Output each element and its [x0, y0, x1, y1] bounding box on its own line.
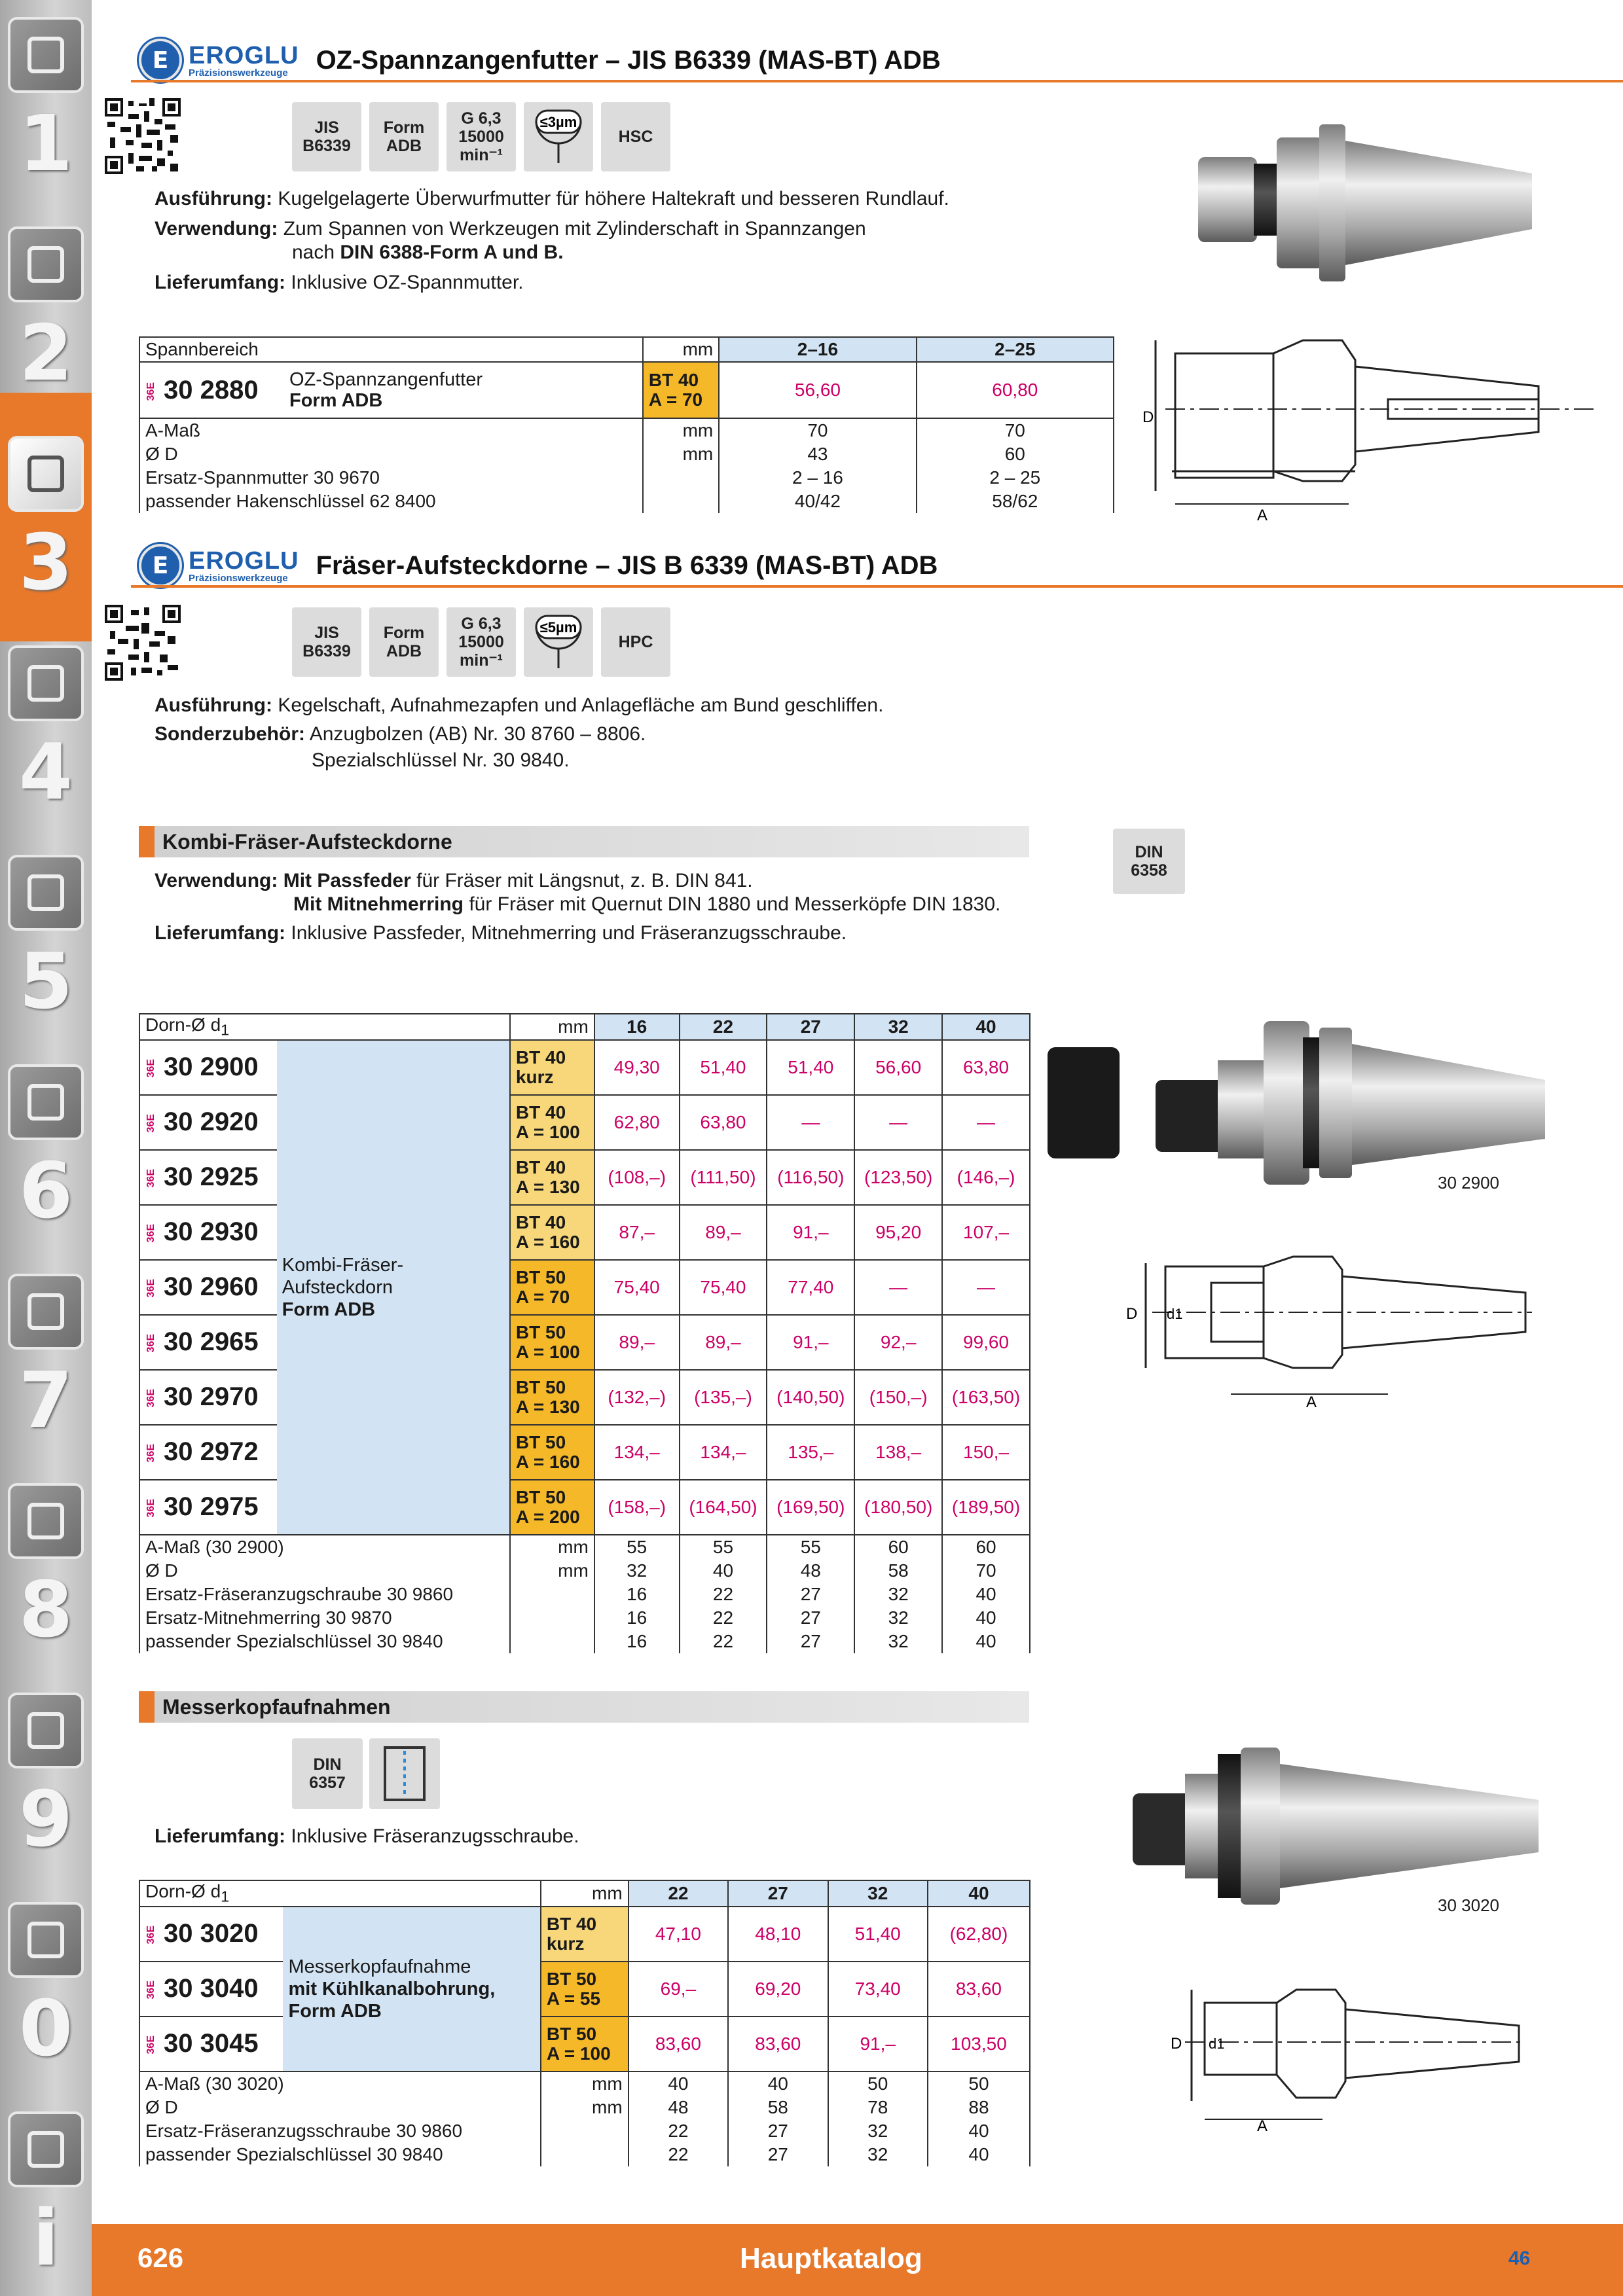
price-cell: (111,50): [680, 1150, 767, 1205]
holder-spec: BT 50 A = 200: [510, 1480, 594, 1535]
s1-ausfuehrung: Ausführung: Kugelgelagerte Überwurfmutter für höhere Haltekraft und besseren Rundlauf.: [155, 188, 949, 209]
price-cell: 62,80: [594, 1095, 680, 1150]
article-number: 30 2900: [164, 1052, 259, 1082]
price-cell: 77,40: [767, 1260, 854, 1315]
insert-icon[interactable]: [8, 226, 84, 302]
spec-row: passender Spezialschlüssel 30 9840 22 27 32 40: [139, 2143, 1030, 2166]
holder-spec: BT 40 A = 160: [510, 1205, 594, 1260]
price-cell: (150,–): [854, 1370, 942, 1425]
price-cell: (169,50): [767, 1480, 854, 1535]
chapter-number-7[interactable]: 7: [18, 1355, 73, 1445]
s1-verwendung-2: nach DIN 6388-Form A und B.: [292, 242, 564, 263]
s1-col-2: 2–25: [917, 337, 1114, 362]
price-cell: —: [854, 1095, 942, 1150]
chapter-number-5[interactable]: 5: [18, 936, 73, 1026]
s1-price-1: 56,60: [719, 362, 916, 418]
messer-product-photo: [1126, 1734, 1558, 1911]
chuck-product-photo: [1192, 111, 1545, 295]
article-row: 36E 30 2970 BT 50 A = 130 (132,–) (135,–) (140,50) (150,–) (163,50): [139, 1370, 1030, 1425]
holder-spec: BT 40 kurz: [541, 1907, 629, 1962]
kombi-technical-drawing: [1113, 1250, 1539, 1414]
price-cell: (135,–): [680, 1370, 767, 1425]
chapter-number-8[interactable]: 8: [18, 1564, 73, 1655]
price-cell: 150,–: [942, 1425, 1030, 1480]
spec-badge: JIS B6339: [292, 102, 361, 171]
article-number: 30 3045: [164, 2029, 259, 2058]
article-number: 30 2925: [164, 1162, 259, 1192]
eroglu-logo-icon: E: [139, 544, 182, 587]
price-cell: 49,30: [594, 1040, 680, 1095]
article-row: 36E 30 2960 BT 50 A = 70 75,40 75,40 77,40 — —: [139, 1260, 1030, 1315]
footer-sub-number: 46: [1508, 2248, 1531, 2269]
s1-verwendung: Verwendung: Zum Spannen von Werkzeugen mit Zylinderschaft in Spannzangen: [155, 218, 866, 240]
article-row: 36E 30 3040 BT 50 A = 55 69,– 69,20 73,40 83,60: [139, 1962, 1030, 2017]
spec-badge: Form ADB: [369, 607, 439, 677]
spec-row: A-Maß (30 3020) mm 40 40 50 50: [139, 2072, 1030, 2096]
price-cell: 48,10: [728, 1907, 828, 1962]
article-row: 36E 30 2920 BT 40 A = 100 62,80 63,80 — — —: [139, 1095, 1030, 1150]
price-cell: 51,40: [767, 1040, 854, 1095]
article-description: Messerkopfaufnahme mit Kühlkanalbohrung, Form ADB: [283, 1907, 540, 2072]
chapter-number-0[interactable]: 0: [18, 1983, 73, 2073]
spec-row: passender Spezialschlüssel 30 9840 16 22 27 32 40: [139, 1630, 1030, 1653]
price-cell: —: [854, 1260, 942, 1315]
messer-technical-drawing: [1165, 1977, 1532, 2134]
info-icon[interactable]: [8, 2111, 84, 2187]
holder-spec: BT 50 A = 100: [510, 1315, 594, 1370]
brand-logo: [189, 43, 299, 78]
price-cell: (180,50): [854, 1480, 942, 1535]
section2-title: Fräser-Aufsteckdorne – JIS B 6339 (MAS-BT) ADB: [316, 550, 938, 580]
brand-name: EROGLU: [189, 41, 299, 69]
pliers-icon[interactable]: [8, 1274, 84, 1350]
brand-sub: Präzisionswerkzeuge: [189, 67, 288, 79]
s2-sonderzubehoer: Sonderzubehör: Anzugbolzen (AB) Nr. 30 8760 – 8806.: [155, 723, 646, 745]
s1-lieferumfang: Lieferumfang: Inklusive OZ-Spannmutter.: [155, 272, 524, 293]
spec-row: Ø D mm 43 60: [139, 442, 1114, 466]
price-cell: 63,80: [942, 1040, 1030, 1095]
article-number: 30 2930: [164, 1217, 259, 1247]
spec-badge: JIS B6339: [292, 607, 361, 677]
drawing-label-d: D: [1142, 408, 1154, 426]
drawing-label-a: A: [1257, 2117, 1268, 2134]
kombi-section-bar: Kombi-Fräser-Aufsteckdorne: [139, 826, 1029, 857]
s2-sonderzubehoer-2: Spezialschlüssel Nr. 30 9840.: [312, 749, 570, 771]
price-cell: 75,40: [680, 1260, 767, 1315]
spec-badge: [524, 102, 593, 171]
chapter-number-9[interactable]: 9: [18, 1774, 73, 1864]
price-cell: 56,60: [854, 1040, 942, 1095]
article-number: 30 2972: [164, 1437, 259, 1467]
drawing-label-d1: d1: [1167, 1306, 1183, 1322]
price-cell: 95,20: [854, 1205, 942, 1260]
price-cell: —: [942, 1260, 1030, 1315]
price-cell: 73,40: [828, 1962, 928, 2017]
spec-row: A-Maß mm 70 70: [139, 418, 1114, 442]
holder-spec: BT 40 A = 100: [510, 1095, 594, 1150]
price-cell: 89,–: [680, 1315, 767, 1370]
price-cell: 47,10: [629, 1907, 728, 1962]
holder-spec: BT 50 A = 100: [541, 2017, 629, 2072]
chapter-number-2[interactable]: 2: [18, 308, 73, 398]
article-row: 36E 30 3045 BT 50 A = 100 83,60 83,60 91,– 103,50: [139, 2017, 1030, 2072]
article-number: 30 2960: [164, 1272, 259, 1302]
din-6358-badge: DIN 6358: [1113, 829, 1185, 894]
section1-header: [139, 35, 941, 85]
price-cell: (132,–): [594, 1370, 680, 1425]
holder-spec: BT 40 kurz: [510, 1040, 594, 1095]
divider: [131, 80, 1623, 82]
kombi-verwendung: Verwendung: Mit Passfeder für Fräser mit Längsnut, z. B. DIN 841.: [155, 870, 753, 891]
price-cell: 103,50: [928, 2017, 1030, 2072]
spec-row: passender Hakenschlüssel 62 8400 40/42 58/62: [139, 490, 1114, 513]
brand-logo: EROGLU Präzisionswerkzeuge: [189, 547, 299, 584]
price-cell: 87,–: [594, 1205, 680, 1260]
spec-row: Ersatz-Mitnehmerring 30 9870 16 22 27 32 40: [139, 1606, 1030, 1630]
article-row: 36E 30 2925 BT 40 A = 130 (108,–) (111,50) (116,50) (123,50) (146,–): [139, 1150, 1030, 1205]
article-row: 36E 30 2972 BT 50 A = 160 134,– 134,– 135,– 138,– 150,–: [139, 1425, 1030, 1480]
chapter-number-3[interactable]: 3: [18, 517, 73, 607]
toolbox-icon[interactable]: [8, 1483, 84, 1559]
price-cell: 91,–: [767, 1205, 854, 1260]
holder-spec: BT 50 A = 55: [541, 1962, 629, 2017]
chapter-number-4[interactable]: 4: [18, 726, 73, 817]
page-number: 626: [137, 2242, 184, 2273]
spec-row: Ersatz-Fräseranzugsschraube 30 9860 22 27 32 40: [139, 2119, 1030, 2143]
eroglu-logo-icon: E: [139, 39, 182, 82]
messer-table: [139, 1880, 1030, 2166]
article-row: 36E 30 2900 Kombi-Fräser-Aufsteckdorn Form ADB BT 40 kurz 49,30 51,40 51,40 56,60 63,80: [139, 1040, 1030, 1095]
s1-spec: BT 40 A = 70: [643, 362, 719, 418]
article-number: 30 2880: [164, 375, 259, 404]
s1-article: 36E 30 2880 OZ-Spannzangenfutter Form ADB: [139, 362, 643, 418]
price-cell: 138,–: [854, 1425, 942, 1480]
price-cell: 107,–: [942, 1205, 1030, 1260]
article-number: 30 3040: [164, 1974, 259, 2003]
table-header: Dorn-Ø $d_1$ mm 22 27 32 40: [139, 1880, 1030, 1907]
price-cell: 51,40: [828, 1907, 928, 1962]
spec-badge: HSC: [601, 102, 670, 171]
drawing-label-d: D: [1171, 2035, 1182, 2053]
catalog-title: Hauptkatalog: [740, 2242, 922, 2274]
cabinet-icon[interactable]: [8, 1693, 84, 1768]
runout-icon: [527, 105, 590, 168]
spec-row: Ersatz-Spannmutter 30 9670 2 – 16 2 – 25: [139, 466, 1114, 490]
drawing-label-a: A: [1257, 507, 1268, 524]
spec-badge: HPC: [601, 607, 670, 677]
price-cell: 89,–: [680, 1205, 767, 1260]
s1-col-1: 2–16: [719, 337, 916, 362]
qr-code-icon: [105, 605, 181, 681]
price-cell: (108,–): [594, 1150, 680, 1205]
article-row: 36E 30 2930 BT 40 A = 160 87,– 89,– 91,– 95,20 107,–: [139, 1205, 1030, 1260]
spec-badge: [524, 607, 593, 677]
spec-row: Ersatz-Fräseranzugschraube 30 9860 16 22 27 32 40: [139, 1583, 1030, 1606]
holder-spec: BT 50 A = 160: [510, 1425, 594, 1480]
spec-row: Ø D mm 32 40 48 58 70: [139, 1559, 1030, 1583]
price-cell: (116,50): [767, 1150, 854, 1205]
price-cell: 75,40: [594, 1260, 680, 1315]
spec-row: A-Maß (30 2900) mm 55 55 55 60 60: [139, 1535, 1030, 1559]
din-6357-badge: DIN 6357: [292, 1738, 363, 1809]
section1-title: OZ-Spannzangenfutter – JIS B6339 (MAS-BT) ADB: [316, 45, 941, 75]
article-number: 30 2970: [164, 1382, 259, 1412]
drawing-label-d: D: [1126, 1305, 1138, 1323]
kombi-table: [139, 1013, 1030, 1653]
drawing-label-a: A: [1306, 1393, 1317, 1411]
price-cell: 63,80: [680, 1095, 767, 1150]
price-cell: 89,–: [594, 1315, 680, 1370]
safety-glasses-icon[interactable]: [8, 1902, 84, 1978]
holder-spec: BT 50 A = 130: [510, 1370, 594, 1425]
holder-spec: BT 40 A = 130: [510, 1150, 594, 1205]
price-cell: 83,60: [629, 2017, 728, 2072]
price-cell: (146,–): [942, 1150, 1030, 1205]
price-cell: 91,–: [828, 2017, 928, 2072]
price-cell: 83,60: [728, 2017, 828, 2072]
runout-icon: [527, 611, 590, 673]
price-cell: (189,50): [942, 1480, 1030, 1535]
holder-spec: BT 50 A = 70: [510, 1260, 594, 1315]
price-cell: 135,–: [767, 1425, 854, 1480]
price-cell: (62,80): [928, 1907, 1030, 1962]
svg-text:≤3µm: ≤3µm: [539, 114, 577, 130]
messer-section-bar: Messerkopfaufnahmen: [139, 1691, 1029, 1723]
chapter-number-6[interactable]: 6: [18, 1145, 73, 1236]
price-cell: 51,40: [680, 1040, 767, 1095]
price-cell: 91,–: [767, 1315, 854, 1370]
s1-table: [139, 336, 1114, 513]
messer-lieferumfang: Lieferumfang: Inklusive Fräseranzugsschraube.: [155, 1825, 579, 1847]
kombi-lieferumfang: Lieferumfang: Inklusive Passfeder, Mitnehmerring und Fräseranzugsschraube.: [155, 922, 847, 944]
price-cell: (123,50): [854, 1150, 942, 1205]
article-number: 30 2920: [164, 1107, 259, 1137]
price-cell: 92,–: [854, 1315, 942, 1370]
price-cell: 83,60: [928, 1962, 1030, 2017]
article-description: Kombi-Fräser-Aufsteckdorn Form ADB: [277, 1040, 510, 1535]
s2-ausfuehrung: Ausführung: Kegelschaft, Aufnahmezapfen und Anlagefläche am Bund geschliffen.: [155, 694, 884, 716]
chapter-number-i[interactable]: i: [32, 2193, 60, 2283]
article-row: 36E 30 2965 BT 50 A = 100 89,– 89,– 91,– 92,– 99,60: [139, 1315, 1030, 1370]
price-cell: 134,–: [680, 1425, 767, 1480]
price-cell: (163,50): [942, 1370, 1030, 1425]
chapter-number-1[interactable]: 1: [18, 98, 73, 188]
price-cell: 134,–: [594, 1425, 680, 1480]
saw-blade-icon[interactable]: [8, 855, 84, 931]
article-number: 30 3020: [164, 1919, 259, 1948]
s1-price-2: 60,80: [917, 362, 1114, 418]
s1-header-label: Spannbereich: [139, 337, 643, 362]
qr-code-icon: [105, 98, 181, 174]
spec-badge: G 6,3 15000 min⁻¹: [447, 607, 516, 677]
price-cell: 69,–: [629, 1962, 728, 2017]
drill-icon[interactable]: [8, 17, 84, 93]
section2-header: [139, 541, 938, 590]
spec-badge: G 6,3 15000 min⁻¹: [447, 102, 516, 171]
price-cell: (158,–): [594, 1480, 680, 1535]
article-number: 30 2965: [164, 1327, 259, 1357]
spec-row: Ø D mm 48 58 78 88: [139, 2096, 1030, 2119]
spec-badge: Form ADB: [369, 102, 439, 171]
page-footer: [92, 2224, 1623, 2296]
price-cell: 69,20: [728, 1962, 828, 2017]
table-header: Dorn-Ø $d_1$ mm 16 22 27 32 40: [139, 1014, 1030, 1040]
article-row: 36E 30 2975 BT 50 A = 200 (158,–) (164,50) (169,50) (180,50) (189,50): [139, 1480, 1030, 1535]
svg-text:≤5µm: ≤5µm: [539, 619, 577, 636]
kombi-verwendung-2: Mit Mitnehmerring für Fräser mit Quernut DIN 1880 und Messerköpfe DIN 1830.: [293, 893, 1001, 915]
caliper-icon[interactable]: [8, 645, 84, 721]
coolant-icon: [369, 1738, 440, 1809]
price-cell: (140,50): [767, 1370, 854, 1425]
price-cell: —: [767, 1095, 854, 1150]
article-row: 36E 30 3020 Messerkopfaufnahme mit Kühlkanalbohrung, Form ADB BT 40 kurz 47,10 48,10 51,40 (62,80): [139, 1907, 1030, 1962]
article-number: 30 2975: [164, 1492, 259, 1522]
s1-header-unit: mm: [643, 337, 719, 362]
price-cell: 99,60: [942, 1315, 1030, 1370]
wrench-icon[interactable]: [8, 1064, 84, 1140]
divider: [131, 585, 1623, 588]
price-cell: (164,50): [680, 1480, 767, 1535]
s1-technical-drawing: [1139, 334, 1604, 530]
drawing-label-d1: d1: [1209, 2036, 1225, 2052]
messer-photo-label: 30 3020: [1438, 1895, 1499, 1915]
kombi-photo-label: 30 2900: [1438, 1173, 1499, 1193]
price-cell: —: [942, 1095, 1030, 1150]
tool-holder-icon[interactable]: [8, 436, 84, 512]
